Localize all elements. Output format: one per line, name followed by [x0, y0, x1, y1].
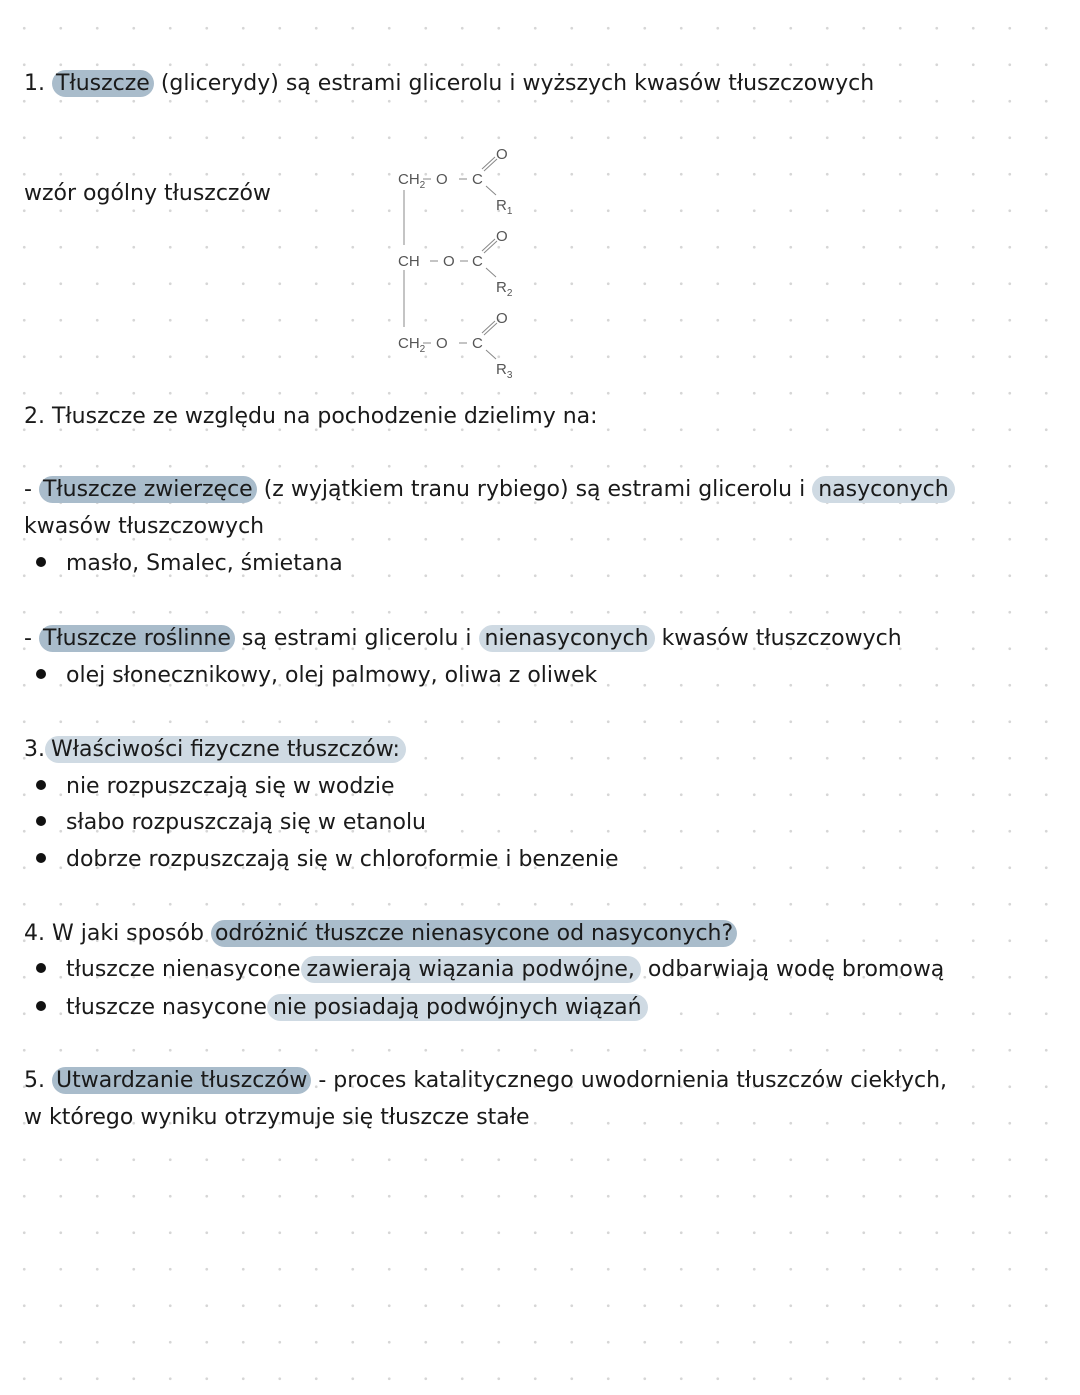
bullet-icon	[36, 853, 46, 863]
carbon: C	[472, 253, 483, 270]
oxygen: O	[443, 253, 455, 270]
text: 4. W jaki sposób	[24, 921, 211, 946]
section-number: 1.	[24, 71, 45, 96]
animal-fats-line2: kwasów tłuszczowych	[24, 514, 265, 539]
bullet-item	[36, 955, 944, 985]
bullet-item	[36, 549, 343, 579]
plant-fats	[24, 624, 902, 654]
bullet-icon	[36, 780, 46, 790]
r3: $R_3$	[496, 361, 513, 381]
bullet-item	[36, 661, 597, 691]
oxygen: O	[436, 171, 448, 188]
highlight-term: zawierają wiązania podwójne,	[301, 956, 641, 983]
highlight-term: Tłuszcze	[52, 70, 154, 97]
triglyceride-formula	[380, 140, 540, 385]
bullet-text: masło, Smalec, śmietana	[66, 551, 343, 576]
highlight-term: Tłuszcze zwierzęce	[39, 476, 257, 503]
text: są estrami glicerolu i	[234, 626, 479, 651]
bullet-item	[36, 808, 426, 838]
bullet-icon	[36, 1001, 46, 1011]
text: odbarwiają wodę bromową	[640, 957, 945, 982]
ch2-bottom: $CH_2$	[398, 335, 426, 355]
carbon: C	[472, 335, 483, 352]
text: kwasów tłuszczowych	[654, 626, 902, 651]
highlight-term: Tłuszcze roślinne	[39, 625, 235, 652]
oxygen: O	[436, 335, 448, 352]
section-number: 3.	[24, 737, 45, 762]
dash: -	[24, 477, 39, 502]
formula-label: wzór ogólny tłuszczów	[24, 181, 271, 206]
animal-fats	[24, 475, 955, 505]
highlight-term: odróżnić tłuszcze nienasycone od nasyconych?	[211, 920, 737, 947]
text: tłuszcze nasycone	[66, 995, 267, 1020]
bullet-icon	[36, 669, 46, 679]
section-5	[24, 1066, 947, 1096]
bullet-item	[36, 845, 619, 875]
bullet-icon	[36, 816, 46, 826]
bullet-text: słabo rozpuszczają się w etanolu	[66, 810, 427, 835]
bullet-text: olej słonecznikowy, olej palmowy, oliwa z oliwek	[66, 663, 598, 688]
ch-middle: CH	[398, 253, 420, 270]
section-2-title: 2. Tłuszcze ze względu na pochodzenie dzielimy na:	[24, 404, 598, 429]
section-1	[24, 69, 874, 99]
r2: $R_2$	[496, 279, 513, 299]
section-number: 5.	[24, 1068, 52, 1093]
highlight-term: nienasyconych	[479, 625, 655, 652]
section-5-line2: w którego wyniku otrzymuje się tłuszcze stałe	[24, 1105, 530, 1130]
dash: -	[24, 626, 39, 651]
highlight-term: Utwardzanie tłuszczów	[52, 1067, 311, 1094]
section-3-title	[24, 735, 406, 765]
text: - proces katalitycznego uwodornienia tłuszczów ciekłych,	[311, 1068, 948, 1093]
oxygen: O	[496, 146, 508, 163]
bullet-icon	[36, 963, 46, 973]
bullet-text: nie rozpuszczają się w wodzie	[66, 774, 395, 799]
highlight-term: Właściwości fizyczne tłuszczów:	[45, 736, 406, 763]
bullet-item	[36, 772, 395, 802]
text: tłuszcze nienasycone	[66, 957, 301, 982]
highlight-term: nasyconych	[812, 476, 954, 503]
bullet-icon	[36, 557, 46, 567]
section-1-text: (glicerydy) są estrami glicerolu i wyższych kwasów tłuszczowych	[153, 71, 875, 96]
carbon: C	[472, 171, 483, 188]
ch2-top: $CH_2$	[398, 171, 426, 191]
oxygen: O	[496, 310, 508, 327]
text: (z wyjątkiem tranu rybiego) są estrami glicerolu i	[256, 477, 813, 502]
r1: $R_1$	[496, 197, 513, 217]
highlight-term: nie posiadają podwójnych wiązań	[267, 994, 648, 1021]
bullet-item	[36, 993, 648, 1023]
bullet-text: dobrze rozpuszczają się w chloroformie i benzenie	[66, 847, 619, 872]
section-4-title	[24, 919, 737, 949]
oxygen: O	[496, 228, 508, 245]
